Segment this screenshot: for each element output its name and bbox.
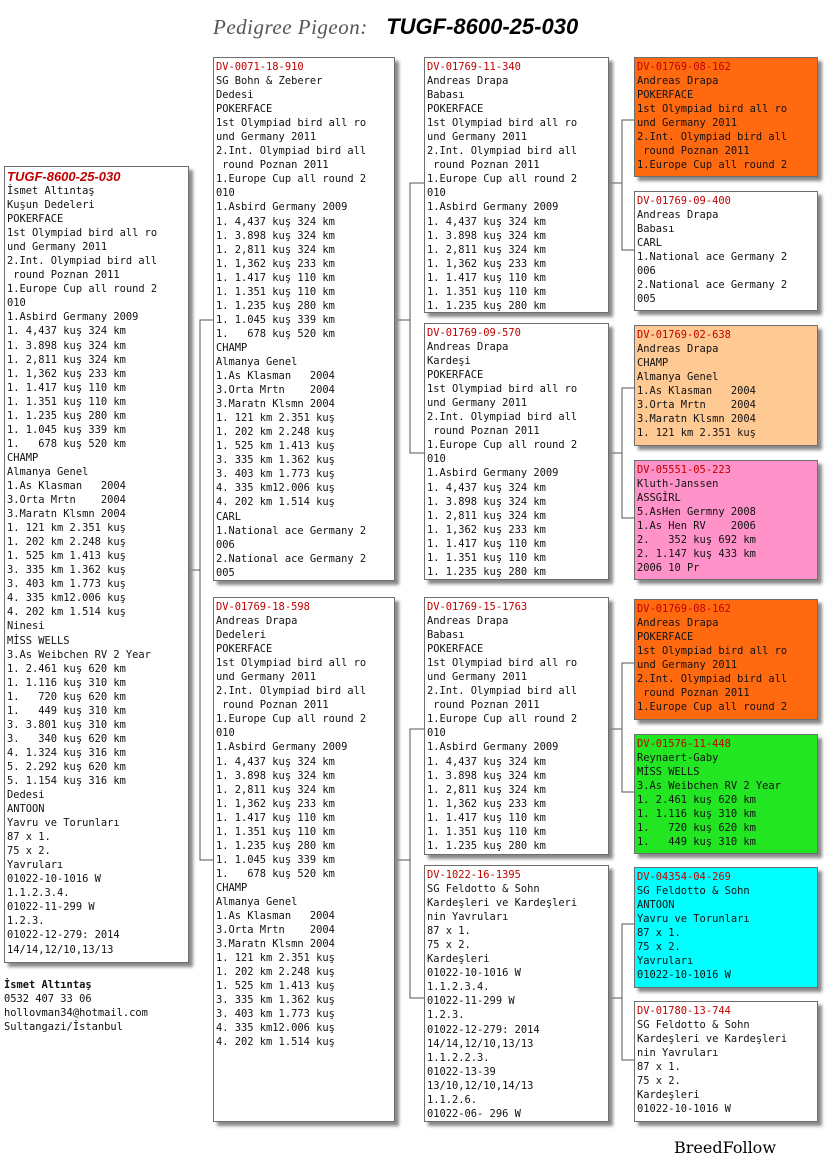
card-text-line: 01022-13-39: [427, 1065, 496, 1078]
card-text-line: 1. 3.898 kuş 324 km: [427, 229, 546, 242]
card-text-line: 1. 1.417 kuş 110 km: [7, 381, 126, 394]
card-text-line: 1. 1.351 kuş 110 km: [427, 551, 546, 564]
card-text-line: 1.Asbird Germany 2009: [7, 311, 139, 324]
card-text-line: 1. 525 km 1.413 kuş: [216, 980, 335, 993]
card-text-line: 1. 720 kuş 620 km: [7, 690, 126, 703]
great-grandparent-card-3[interactable]: [634, 325, 818, 446]
card-text-line: 1. 3.898 kuş 324 km: [216, 229, 335, 242]
great-grandparent-card-4[interactable]: [634, 460, 818, 580]
card-text-line: 1. 2,811 kuş 324 km: [427, 783, 546, 796]
card-text-line: 1. 1,362 kuş 233 km: [427, 523, 546, 536]
card-text-line: round Poznan 2011: [427, 699, 540, 712]
card-text-line: Kardeşleri: [427, 953, 490, 966]
card-text-line: Kluth-Janssen: [637, 478, 719, 491]
card-text-line: 01022-12-279: 2014: [7, 929, 120, 942]
card-text-line: 1. 1.351 kuş 110 km: [7, 395, 126, 408]
card-text-line: Andreas Drapa: [637, 343, 719, 356]
card-text-line: 14/14,12/10,13/13: [427, 1037, 534, 1050]
card-text-line: 1. 1.351 kuş 110 km: [216, 825, 335, 838]
card-text-line: 1st Olympiad bird all ro: [427, 383, 578, 396]
card-text-line: 1.National ace Germany 2: [637, 251, 788, 264]
card-text-line: 1.Asbird Germany 2009: [427, 741, 559, 754]
card-text-line: Yavruları: [637, 955, 694, 968]
card-text-line: 4. 202 km 1.514 kuş: [216, 1036, 335, 1049]
card-text-line: 3. 340 kuş 620 km: [7, 732, 126, 745]
card-text-line: round Poznan 2011: [637, 687, 750, 700]
ring-number: DV-01769-09-400: [637, 195, 731, 207]
owner-location: Sultangazi/İstanbul: [4, 1021, 123, 1034]
owner-email[interactable]: hollovman34@hotmail.com: [4, 1007, 148, 1020]
card-text-line: POKERFACE: [427, 643, 484, 656]
card-text-line: Andreas Drapa: [427, 615, 509, 628]
card-text-line: Kardeşleri: [637, 1089, 700, 1102]
card-text-line: POKERFACE: [427, 103, 484, 116]
card-text-line: 01022-11-299 W: [427, 995, 515, 1008]
card-text-line: und Germany 2011: [427, 397, 528, 410]
card-text-line: 1. 1.235 kuş 280 km: [216, 299, 335, 312]
owner-info: [4, 978, 204, 1034]
card-text-line: Almanya Genel: [216, 355, 298, 368]
subject-card[interactable]: [4, 166, 189, 963]
card-text-line: 1. 1.235 kuş 280 km: [216, 839, 335, 852]
connector-ggp4: [622, 453, 634, 518]
card-text-line: Yavruları: [7, 859, 64, 872]
card-text-line: 3. 335 km 1.362 kuş: [216, 454, 335, 467]
card-text-line: 1. 1.351 kuş 110 km: [427, 825, 546, 838]
great-grandparent-card-6[interactable]: [634, 734, 818, 854]
card-text-line: 1. 1.351 kuş 110 km: [427, 285, 546, 298]
card-text-line: 2.Int. Olympiad bird all: [427, 411, 578, 424]
card-text-line: 75 x 2.: [637, 1075, 681, 1088]
connector-gp2: [410, 320, 424, 453]
card-text-line: 1. 720 kuş 620 km: [637, 822, 756, 835]
card-text-line: 1. 678 kuş 520 km: [7, 437, 126, 450]
connector-ggp8: [622, 998, 634, 1060]
card-text-line: SG Feldotto & Sohn: [637, 885, 750, 898]
card-text-line: 3. 403 km 1.773 kuş: [216, 1008, 335, 1021]
card-text-line: Reynaert-Gaby: [637, 752, 719, 765]
owner-name: İsmet Altıntaş: [4, 979, 92, 991]
card-text-line: 3. 335 km 1.362 kuş: [7, 564, 126, 577]
card-text-line: SG Feldotto & Sohn: [637, 1019, 750, 1032]
card-text-line: 1.2.3.: [7, 915, 45, 928]
card-text-line: 010: [427, 187, 446, 200]
card-text-line: 1. 3.898 kuş 324 km: [7, 339, 126, 352]
card-text-line: 1. 678 kuş 520 km: [216, 867, 335, 880]
connector-gp3: [395, 729, 424, 860]
card-text-line: 1. 202 km 2.248 kuş: [216, 966, 335, 979]
card-text-line: 1. 1.351 kuş 110 km: [216, 285, 335, 298]
card-text-line: 75 x 2.: [427, 939, 471, 952]
card-text-line: 010: [427, 727, 446, 740]
card-text-line: 1. 2.461 kuş 620 km: [637, 794, 756, 807]
card-text-line: 005: [216, 566, 235, 579]
card-text-line: 1st Olympiad bird all ro: [427, 657, 578, 670]
card-text-line: 2.National ace Germany 2: [216, 552, 367, 565]
grandparent-card-4[interactable]: [424, 865, 609, 1122]
card-text-line: 1.As Hen RV 2006: [637, 520, 756, 533]
card-text-line: 1. 121 km 2.351 kuş: [216, 952, 335, 965]
card-text-line: 1. 2,811 kuş 324 km: [216, 243, 335, 256]
card-text-line: 1.National ace Germany 2: [216, 524, 367, 537]
card-text-line: 010: [7, 297, 26, 310]
card-text-line: 3.As Weibchen RV 2 Year: [637, 780, 781, 793]
card-text-line: Ninesi: [7, 620, 45, 633]
card-text-line: 1. 2,811 kuş 324 km: [7, 353, 126, 366]
card-text-line: 4. 335 km12.006 kuş: [7, 592, 126, 605]
ring-number: DV-01769-18-598: [216, 601, 310, 613]
card-text-line: 1.Europe Cup all round 2: [427, 173, 578, 186]
card-text-line: Dedeleri: [216, 629, 267, 642]
card-text-line: 1. 1.045 kuş 339 km: [216, 853, 335, 866]
card-text-line: 1.2.3.: [427, 1009, 465, 1022]
card-text-line: Andreas Drapa: [427, 341, 509, 354]
card-text-line: 1. 525 km 1.413 kuş: [216, 440, 335, 453]
card-text-line: Andreas Drapa: [637, 209, 719, 222]
card-text-line: Kuşun Dedeleri: [7, 199, 95, 212]
card-text-line: 4. 202 km 1.514 kuş: [216, 496, 335, 509]
card-text-line: 01022-10-1016 W: [7, 873, 101, 886]
card-text-line: 1.Asbird Germany 2009: [216, 201, 348, 214]
card-text-line: POKERFACE: [637, 89, 694, 102]
card-text-line: 1.Asbird Germany 2009: [216, 741, 348, 754]
ring-number: DV-1022-16-1395: [427, 869, 521, 881]
card-text-line: round Poznan 2011: [427, 425, 540, 438]
great-grandparent-card-8[interactable]: [634, 1001, 818, 1122]
card-text-line: Almanya Genel: [7, 465, 89, 478]
card-text-line: 4. 202 km 1.514 kuş: [7, 606, 126, 619]
card-text-line: Almanya Genel: [216, 895, 298, 908]
great-grandparent-card-5[interactable]: [634, 599, 818, 720]
card-text-line: 87 x 1.: [637, 927, 681, 940]
card-text-line: 14/14,12/10,13/13: [7, 943, 114, 956]
card-text-line: 1. 1.417 kuş 110 km: [427, 537, 546, 550]
card-text-line: Yavru ve Torunları: [7, 817, 120, 830]
card-text-line: 1. 1,362 kuş 233 km: [427, 257, 546, 270]
card-text-line: 3.Orta Mrtn 2004: [637, 399, 756, 412]
ring-number: DV-01769-11-340: [427, 61, 521, 73]
card-text-line: 3.Maratn Klsmn 2004: [637, 413, 756, 426]
card-text-line: 1. 525 km 1.413 kuş: [7, 550, 126, 563]
card-text-line: 1. 2.461 kuş 620 km: [7, 662, 126, 675]
card-text-line: Andreas Drapa: [637, 617, 719, 630]
card-text-line: 5. 2.292 kuş 620 km: [7, 760, 126, 773]
card-text-line: 1. 1.045 kuş 339 km: [7, 423, 126, 436]
card-text-line: und Germany 2011: [7, 241, 108, 254]
card-text-line: 4. 1.324 kuş 316 km: [7, 746, 126, 759]
card-text-line: 4. 335 km12.006 kuş: [216, 1022, 335, 1035]
card-text-line: round Poznan 2011: [427, 159, 540, 172]
card-text-line: round Poznan 2011: [637, 145, 750, 158]
connector-ggp6: [622, 729, 634, 792]
card-text-line: 1. 4,437 kuş 324 km: [7, 325, 126, 338]
card-text-line: 87 x 1.: [427, 925, 471, 938]
card-text-line: Andreas Drapa: [216, 615, 298, 628]
card-text-line: 1. 1.417 kuş 110 km: [216, 811, 335, 824]
connector-gp1: [395, 183, 424, 320]
card-text-line: 1. 1,362 kuş 233 km: [216, 257, 335, 270]
connector-ggp1: [609, 120, 634, 183]
card-text-line: 3.Maratn Klsmn 2004: [216, 398, 335, 411]
card-text-line: 5. 1.154 kuş 316 km: [7, 774, 126, 787]
card-text-line: 3. 403 km 1.773 kuş: [7, 578, 126, 591]
card-text-line: İsmet Altıntaş: [7, 185, 95, 197]
card-text-line: Andreas Drapa: [427, 75, 509, 88]
ring-number: DV-01576-11-448: [637, 738, 731, 750]
connector-dam: [200, 570, 213, 860]
card-text-line: und Germany 2011: [216, 131, 317, 144]
card-text-line: 2.Int. Olympiad bird all: [637, 131, 788, 144]
card-text-line: 1. 202 km 2.248 kuş: [216, 426, 335, 439]
ring-number: DV-01769-08-162: [637, 61, 731, 73]
card-text-line: 1.As Klasman 2004: [216, 370, 335, 383]
sire-card[interactable]: [213, 57, 395, 581]
card-text-line: und Germany 2011: [427, 671, 528, 684]
card-text-line: 1. 121 km 2.351 kuş: [216, 412, 335, 425]
owner-phone: 0532 407 33 06: [4, 993, 92, 1006]
card-text-line: CARL: [216, 510, 242, 523]
card-text-line: POKERFACE: [427, 369, 484, 382]
card-text-line: 1. 3.898 kuş 324 km: [216, 769, 335, 782]
card-text-line: 1. 121 km 2.351 kuş: [7, 522, 126, 535]
card-text-line: 1. 121 km 2.351 kuş: [637, 427, 756, 440]
card-text-line: POKERFACE: [216, 103, 273, 116]
card-text-line: 1. 1,362 kuş 233 km: [216, 797, 335, 810]
card-text-line: 1.Europe Cup all round 2: [216, 173, 367, 186]
ring-number: DV-01769-09-570: [427, 327, 521, 339]
connector-gp4: [410, 860, 424, 998]
card-text-line: 1. 3.898 kuş 324 km: [427, 769, 546, 782]
card-text-line: 3. 3.801 kuş 310 km: [7, 718, 126, 731]
card-text-line: 4. 335 km12.006 kuş: [216, 482, 335, 495]
card-text-line: POKERFACE: [7, 213, 64, 226]
card-text-line: 3.As Weibchen RV 2 Year: [7, 648, 151, 661]
card-text-line: 1.As Klasman 2004: [216, 910, 335, 923]
card-text-line: 1st Olympiad bird all ro: [427, 117, 578, 130]
card-text-line: 010: [216, 727, 235, 740]
connector-ggp3: [609, 388, 634, 453]
card-text-line: 1. 1.235 kuş 280 km: [427, 839, 546, 852]
card-text-line: 1.1.2.3.4.: [7, 887, 70, 900]
card-text-line: Almanya Genel: [637, 371, 719, 384]
card-text-line: 1st Olympiad bird all ro: [216, 657, 367, 670]
card-text-line: 1. 449 kuş 310 km: [7, 704, 126, 717]
card-text-line: 1. 1,362 kuş 233 km: [427, 797, 546, 810]
grandparent-card-1[interactable]: [424, 57, 609, 313]
card-text-line: Kardeşleri ve Kardeşleri: [637, 1033, 788, 1046]
card-text-line: SG Feldotto & Sohn: [427, 883, 540, 896]
card-text-line: 1.1.2.2.3.: [427, 1051, 490, 1064]
card-text-line: Babası: [427, 89, 465, 102]
card-text-line: 87 x 1.: [637, 1061, 681, 1074]
card-text-line: 1. 4,437 kuş 324 km: [427, 755, 546, 768]
card-text-line: 1.Asbird Germany 2009: [427, 201, 559, 214]
card-text-line: 1st Olympiad bird all ro: [7, 227, 158, 240]
grandparent-card-2[interactable]: [424, 323, 609, 580]
card-text-line: 3.Maratn Klsmn 2004: [7, 508, 126, 521]
card-text-line: 01022-10-1016 W: [637, 1103, 731, 1116]
card-text-line: und Germany 2011: [427, 131, 528, 144]
card-text-line: 1.As Klasman 2004: [7, 479, 126, 492]
card-text-line: 3.Orta Mrtn 2004: [7, 494, 126, 507]
card-text-line: 2. 1.147 kuş 433 km: [637, 548, 756, 561]
card-text-line: 1. 1.417 kuş 110 km: [216, 271, 335, 284]
card-text-line: nin Yavruları: [637, 1047, 719, 1060]
card-text-line: 010: [427, 453, 446, 466]
card-text-line: ANTOON: [7, 803, 45, 816]
great-grandparent-card-7[interactable]: [634, 867, 818, 988]
ring-number: DV-01780-13-744: [637, 1005, 731, 1017]
card-text-line: und Germany 2011: [216, 671, 317, 684]
card-text-line: 3. 335 km 1.362 kuş: [216, 994, 335, 1007]
card-text-line: 1.Europe Cup all round 2: [637, 159, 788, 172]
great-grandparent-card-1[interactable]: [634, 57, 818, 177]
card-text-line: 1.Europe Cup all round 2: [427, 713, 578, 726]
card-text-line: MİSS WELLS: [7, 634, 70, 647]
card-text-line: 1. 1.116 kuş 310 km: [637, 808, 756, 821]
card-text-line: 1. 4,437 kuş 324 km: [216, 755, 335, 768]
card-text-line: 75 x 2.: [637, 941, 681, 954]
card-text-line: 13/10,12/10,14/13: [427, 1079, 534, 1092]
card-text-line: 1. 1.235 kuş 280 km: [427, 565, 546, 578]
dam-card[interactable]: [213, 597, 395, 1122]
card-text-line: 1.Europe Cup all round 2: [216, 713, 367, 726]
card-text-line: Andreas Drapa: [637, 75, 719, 88]
card-text-line: 75 x 2.: [7, 845, 51, 858]
card-text-line: 3.Orta Mrtn 2004: [216, 924, 335, 937]
card-text-line: 1st Olympiad bird all ro: [637, 645, 788, 658]
card-text-line: 1. 678 kuş 520 km: [216, 327, 335, 340]
card-text-line: 1.Asbird Germany 2009: [427, 467, 559, 480]
card-text-line: POKERFACE: [216, 643, 273, 656]
grandparent-card-3[interactable]: [424, 597, 609, 855]
ring-number: TUGF-8600-25-030: [7, 169, 121, 184]
ring-number: DV-05551-05-223: [637, 464, 731, 476]
card-text-line: ANTOON: [637, 899, 675, 912]
card-text-line: 006: [637, 265, 656, 278]
card-text-line: 1. 4,437 kuş 324 km: [216, 215, 335, 228]
card-text-line: 2006 10 Pr: [637, 562, 700, 575]
card-text-line: 2.Int. Olympiad bird all: [427, 145, 578, 158]
card-text-line: 01022-10-1016 W: [427, 967, 521, 980]
card-text-line: 01022-11-299 W: [7, 901, 95, 914]
card-text-line: 2.Int. Olympiad bird all: [216, 145, 367, 158]
card-text-line: 5.AsHen Germny 2008: [637, 506, 756, 519]
pedigree-label: Pedigree Pigeon:: [213, 15, 368, 39]
card-text-line: 006: [216, 538, 235, 551]
card-text-line: 1.1.2.6.: [427, 1093, 478, 1106]
card-text-line: 1. 1.417 kuş 110 km: [427, 811, 546, 824]
card-text-line: 010: [216, 187, 235, 200]
card-text-line: CHAMP: [216, 881, 248, 894]
card-text-line: 2.Int. Olympiad bird all: [427, 685, 578, 698]
card-text-line: 01022-06- 296 W: [427, 1107, 521, 1120]
card-text-line: 2. 352 kuş 692 km: [637, 534, 756, 547]
pedigree-ring-number: TUGF-8600-25-030: [386, 14, 579, 39]
card-text-line: 2.Int. Olympiad bird all: [216, 685, 367, 698]
card-text-line: round Poznan 2011: [216, 159, 329, 172]
card-text-line: 005: [637, 293, 656, 306]
brand-logo-text: BreedFollow: [674, 1138, 777, 1157]
connector-ggp2: [622, 183, 634, 250]
card-text-line: POKERFACE: [637, 631, 694, 644]
card-text-line: 1.Europe Cup all round 2: [7, 283, 158, 296]
card-text-line: ASSGİRL: [637, 492, 681, 505]
card-text-line: 1. 1.116 kuş 310 km: [7, 676, 126, 689]
connector-sire: [189, 320, 213, 570]
card-text-line: 1st Olympiad bird all ro: [637, 103, 788, 116]
card-text-line: Dedesi: [7, 789, 45, 802]
card-text-line: 1. 2,811 kuş 324 km: [427, 509, 546, 522]
card-text-line: 1.As Klasman 2004: [637, 385, 756, 398]
card-text-line: 1.1.2.3.4.: [427, 981, 490, 994]
card-text-line: 2.National ace Germany 2: [637, 279, 788, 292]
card-text-line: 01022-10-1016 W: [637, 969, 731, 982]
card-text-line: 1. 1.235 kuş 280 km: [427, 299, 546, 312]
card-text-line: round Poznan 2011: [7, 269, 120, 282]
connector-ggp5: [609, 663, 634, 729]
ring-number: DV-01769-15-1763: [427, 601, 528, 613]
card-text-line: SG Bohn & Zeberer: [216, 75, 323, 88]
card-text-line: 1. 3.898 kuş 324 km: [427, 495, 546, 508]
card-text-line: 1.Europe Cup all round 2: [427, 439, 578, 452]
card-text-line: 1. 1.235 kuş 280 km: [7, 409, 126, 422]
card-text-line: 3. 403 km 1.773 kuş: [216, 468, 335, 481]
card-text-line: 3.Maratn Klsmn 2004: [216, 938, 335, 951]
ring-number: DV-01769-08-162: [637, 603, 731, 615]
card-text-line: 3.Orta Mrtn 2004: [216, 384, 335, 397]
card-text-line: Kardeşi: [427, 355, 471, 368]
card-text-line: 1. 1,362 kuş 233 km: [7, 367, 126, 380]
card-text-line: Dedesi: [216, 89, 254, 102]
card-text-line: 2.Int. Olympiad bird all: [7, 255, 158, 268]
card-text-line: 1. 2,811 kuş 324 km: [427, 243, 546, 256]
card-text-line: nin Yavruları: [427, 911, 509, 924]
card-text-line: 1. 449 kuş 310 km: [637, 836, 756, 849]
card-text-line: 1. 202 km 2.248 kuş: [7, 536, 126, 549]
ring-number: DV-0071-18-910: [216, 61, 304, 73]
card-text-line: CARL: [637, 237, 663, 250]
card-text-line: und Germany 2011: [637, 117, 738, 130]
card-text-line: 2.Int. Olympiad bird all: [637, 673, 788, 686]
ring-number: DV-04354-04-269: [637, 871, 731, 883]
card-text-line: CHAMP: [7, 451, 39, 464]
card-text-line: CHAMP: [637, 357, 669, 370]
card-text-line: 1. 2,811 kuş 324 km: [216, 783, 335, 796]
card-text-line: 1.Europe Cup all round 2: [637, 701, 788, 714]
card-text-line: 1. 4,437 kuş 324 km: [427, 481, 546, 494]
card-text-line: 1. 1.417 kuş 110 km: [427, 271, 546, 284]
card-text-line: CHAMP: [216, 341, 248, 354]
card-text-line: Yavru ve Torunları: [637, 913, 750, 926]
card-text-line: Kardeşleri ve Kardeşleri: [427, 897, 578, 910]
card-text-line: und Germany 2011: [637, 659, 738, 672]
card-text-line: 87 x 1.: [7, 831, 51, 844]
card-text-line: Babası: [427, 629, 465, 642]
card-text-line: 1st Olympiad bird all ro: [216, 117, 367, 130]
card-text-line: Babası: [637, 223, 675, 236]
card-text-line: round Poznan 2011: [216, 699, 329, 712]
ring-number: DV-01769-02-638: [637, 329, 731, 341]
great-grandparent-card-2[interactable]: [634, 191, 818, 311]
card-text-line: 1. 4,437 kuş 324 km: [427, 215, 546, 228]
connector-ggp7: [609, 924, 634, 998]
card-text-line: MİSS WELLS: [637, 766, 700, 779]
card-text-line: 1. 1.045 kuş 339 km: [216, 313, 335, 326]
card-text-line: 01022-12-279: 2014: [427, 1023, 540, 1036]
